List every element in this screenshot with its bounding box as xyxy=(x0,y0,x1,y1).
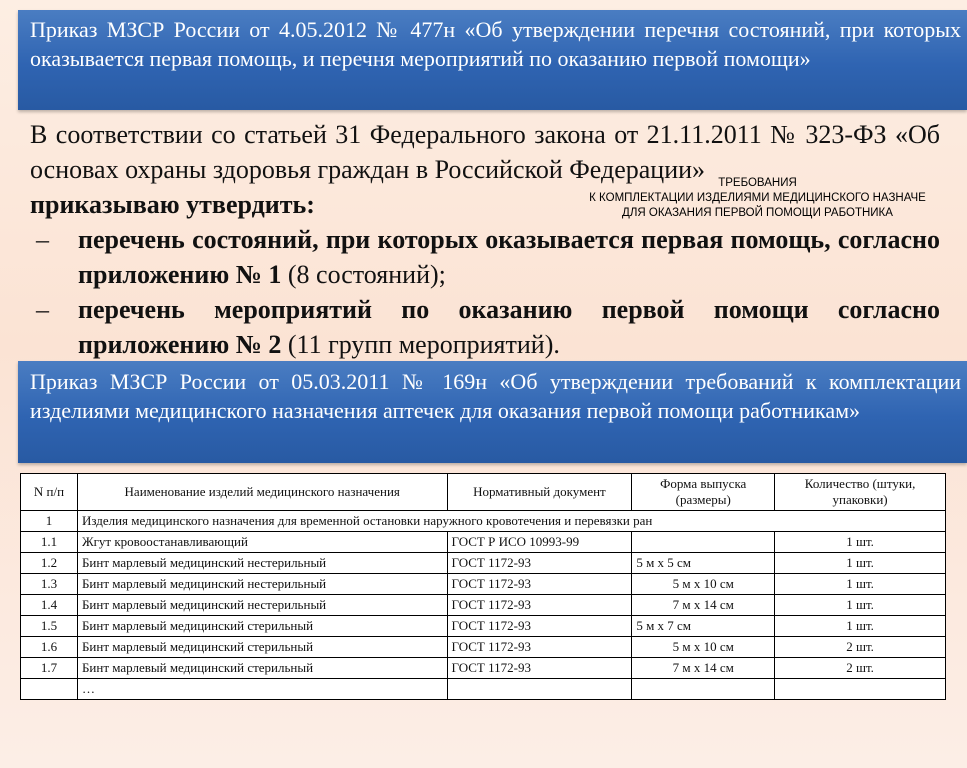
list-item xyxy=(30,222,940,292)
header-num: N п/п xyxy=(21,474,78,511)
group-title: Изделия медицинского назначения для временной остановки наружного кровотечения и перевязки ран xyxy=(77,511,945,532)
approved-list xyxy=(30,222,940,362)
list-item xyxy=(30,292,940,362)
cell-num: 1.6 xyxy=(21,637,78,658)
cell-name: Жгут кровоостанавливающий xyxy=(77,532,447,553)
empty-cell xyxy=(21,679,78,700)
cell-name: Бинт марлевый медицинский нестерильный xyxy=(77,595,447,616)
order-body xyxy=(30,117,940,362)
cell-form: 7 м х 14 см xyxy=(632,595,775,616)
table-row xyxy=(21,532,946,553)
intro-paragraph: В соответствии со статьей 31 Федерального закона от 21.11.2011 № 323-ФЗ «Об основах охраны здоровья граждан в Российской Федерации» xyxy=(30,120,940,184)
cell-num: 1.2 xyxy=(21,553,78,574)
item1-bold: перечень состояний, при которых оказывается первая помощь, согласно приложению № 1 xyxy=(78,225,940,289)
table-row xyxy=(21,553,946,574)
ellipsis-cell: … xyxy=(77,679,447,700)
cell-form: 5 м х 10 см xyxy=(632,637,775,658)
dash-bullet: – xyxy=(36,295,49,324)
empty-cell xyxy=(447,679,632,700)
table-row xyxy=(21,637,946,658)
header-doc: Нормативный документ xyxy=(447,474,632,511)
table-row xyxy=(21,658,946,679)
group-row xyxy=(21,511,946,532)
cell-form: 5 м х 10 см xyxy=(632,574,775,595)
cell-num: 1.1 xyxy=(21,532,78,553)
item1-tail: (8 состояний); xyxy=(281,260,446,289)
cell-doc: ГОСТ 1172-93 xyxy=(447,574,632,595)
cell-doc: ГОСТ 1172-93 xyxy=(447,658,632,679)
cell-name: Бинт марлевый медицинский стерильный xyxy=(77,658,447,679)
order-477n-banner: Приказ МЗСР России от 4.05.2012 № 477н «Об утверждении перечня состояний, при которых оказывается первая помощь, и перечня мероприятий по оказанию первой помощи» xyxy=(18,10,967,110)
cell-qty: 1 шт. xyxy=(775,595,946,616)
item2-bold: перечень мероприятий по оказанию первой помощи согласно приложению № 2 xyxy=(78,295,940,359)
cell-num: 1.7 xyxy=(21,658,78,679)
header-name: Наименование изделий медицинского назначения xyxy=(77,474,447,511)
cell-doc: ГОСТ Р ИСО 10993-99 xyxy=(447,532,632,553)
cell-doc: ГОСТ 1172-93 xyxy=(447,553,632,574)
first-aid-kit-table xyxy=(20,473,946,700)
cell-num: 1.5 xyxy=(21,616,78,637)
cell-name: Бинт марлевый медицинский стерильный xyxy=(77,637,447,658)
ellipsis-row xyxy=(21,679,946,700)
cell-form: 5 м х 5 см xyxy=(632,553,775,574)
item2-tail: (11 групп мероприятий). xyxy=(281,330,560,359)
dash-bullet: – xyxy=(36,225,49,254)
cell-qty: 1 шт. xyxy=(775,532,946,553)
cell-name: Бинт марлевый медицинский стерильный xyxy=(77,616,447,637)
cell-doc: ГОСТ 1172-93 xyxy=(447,616,632,637)
order-169n-banner: Приказ МЗСР России от 05.03.2011 № 169н «Об утверждении требований к комплектации изделиями медицинского назначения аптечек для оказания первой помощи работникам» xyxy=(18,361,967,463)
table-row xyxy=(21,574,946,595)
requirements-caption xyxy=(548,176,967,228)
header-form: Форма выпуска (размеры) xyxy=(632,474,775,511)
table-header-row xyxy=(21,474,946,511)
empty-cell xyxy=(632,679,775,700)
cell-qty: 1 шт. xyxy=(775,574,946,595)
cell-form xyxy=(632,532,775,553)
cell-num: 1.4 xyxy=(21,595,78,616)
cell-doc: ГОСТ 1172-93 xyxy=(447,595,632,616)
cell-qty: 2 шт. xyxy=(775,637,946,658)
caption-line-3: ДЛЯ ОКАЗАНИЯ ПЕРВОЙ ПОМОЩИ РАБОТНИКА xyxy=(622,207,893,219)
cell-qty: 1 шт. xyxy=(775,616,946,637)
table-row xyxy=(21,595,946,616)
order-statement: приказываю утвердить: xyxy=(30,190,315,219)
header-qty: Количество (штуки, упаковки) xyxy=(775,474,946,511)
table-row xyxy=(21,616,946,637)
cell-num: 1.3 xyxy=(21,574,78,595)
group-num: 1 xyxy=(21,511,78,532)
caption-line-1: ТРЕБОВАНИЯ xyxy=(718,177,797,189)
cell-name: Бинт марлевый медицинский нестерильный xyxy=(77,574,447,595)
caption-line-2: К КОМПЛЕКТАЦИИ ИЗДЕЛИЯМИ МЕДИЦИНСКОГО НАЗНАЧЕ xyxy=(589,192,926,204)
cell-form: 7 м х 14 см xyxy=(632,658,775,679)
empty-cell xyxy=(775,679,946,700)
cell-qty: 2 шт. xyxy=(775,658,946,679)
cell-qty: 1 шт. xyxy=(775,553,946,574)
cell-doc: ГОСТ 1172-93 xyxy=(447,637,632,658)
cell-form: 5 м х 7 см xyxy=(632,616,775,637)
cell-name: Бинт марлевый медицинский нестерильный xyxy=(77,553,447,574)
